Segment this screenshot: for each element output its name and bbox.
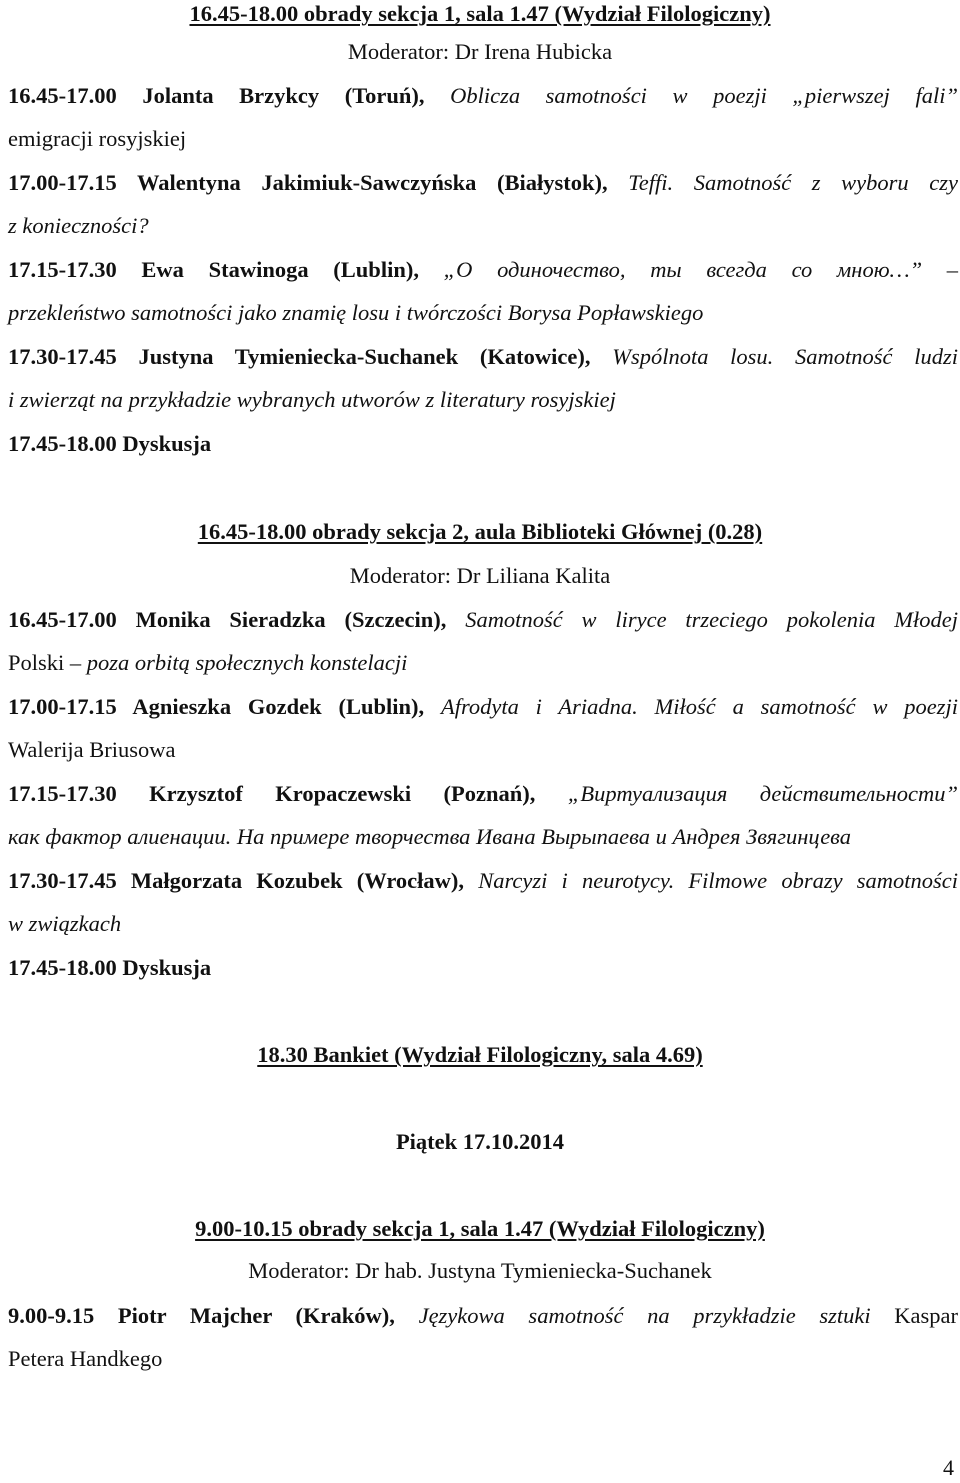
talk-s1-1-line1: 16.45-17.00 Jolanta Brzykcy (Toruń), Oblicza samotności w poezji „pierwszej fali” (8, 83, 959, 108)
talk-s1-3-line1: 17.15-17.30 Ewa Stawinoga (Lublin), „О одиночество, ты всегда со мною…” – (8, 257, 959, 282)
section-2-header: 16.45-18.00 obrady sekcja 2, aula Biblioteki Głównej (0.28) (197, 519, 763, 544)
talk-s2-4-line2: w związkach (8, 911, 122, 936)
section-3-moderator: Moderator: Dr hab. Justyna Tymieniecka-Suchanek (248, 1258, 712, 1283)
section-2-moderator: Moderator: Dr Liliana Kalita (349, 563, 611, 588)
talk-s2-4-line1: 17.30-17.45 Małgorzata Kozubek (Wrocław), Narcyzi i neurotycy. Filmowe obrazy samotności (8, 868, 959, 893)
section-2-discussion: 17.45-18.00 Dyskusja (8, 955, 212, 980)
talk-s1-2-line1: 17.00-17.15 Walentyna Jakimiuk-Sawczyńska (Białystok), Teffi. Samotność z wyboru czy (8, 170, 959, 195)
section-1-moderator: Moderator: Dr Irena Hubicka (347, 39, 613, 64)
talk-s2-3-line1: 17.15-17.30 Krzysztof Kropaczewski (Poznań), „Виртуализация действительности” (8, 781, 959, 806)
talk-s2-1-line2: Polski – poza orbitą społecznych konstelacji (8, 650, 408, 675)
talk-s1-3-line2: przekleństwo samotności jako znamię losu i twórczości Borysa Popławskiego (8, 300, 704, 325)
day-heading: Piątek 17.10.2014 (395, 1129, 565, 1154)
section-1-discussion: 17.45-18.00 Dyskusja (8, 431, 212, 456)
section-1-header: 16.45-18.00 obrady sekcja 1, sala 1.47 (Wydział Filologiczny) (189, 1, 771, 26)
page-number: 4 (943, 1455, 954, 1480)
banquet: 18.30 Bankiet (Wydział Filologiczny, sala 4.69) (257, 1042, 703, 1067)
talk-s1-2-line2: z konieczności? (8, 213, 149, 238)
talk-s3-1-line1: 9.00-9.15 Piotr Majcher (Kraków), Językowa samotność na przykładzie sztuki Kaspar (8, 1303, 959, 1328)
section-3-header: 9.00-10.15 obrady sekcja 1, sala 1.47 (Wydział Filologiczny) (195, 1216, 765, 1241)
talk-s2-2-line2: Walerija Briusowa (8, 737, 176, 762)
talk-s1-1-line2: emigracji rosyjskiej (8, 126, 187, 151)
talk-s3-1-line2: Petera Handkego (8, 1346, 163, 1371)
talk-s2-1-line1: 16.45-17.00 Monika Sieradzka (Szczecin), Samotność w liryce trzeciego pokolenia Młodej (8, 607, 959, 632)
talk-s1-4-line2: i zwierząt na przykładzie wybranych utworów z literatury rosyjskiej (8, 387, 616, 412)
talk-s1-4-line1: 17.30-17.45 Justyna Tymieniecka-Suchanek (Katowice), Wspólnota losu. Samotność ludzi (8, 344, 959, 369)
talk-s2-3-line2: как фактор алиенации. На примере творчества Ивана Вырыпаева и Андрея Звягинцева (8, 824, 852, 849)
talk-s2-2-line1: 17.00-17.15 Agnieszka Gozdek (Lublin), Afrodyta i Ariadna. Miłość a samotność w poezji (8, 694, 959, 719)
